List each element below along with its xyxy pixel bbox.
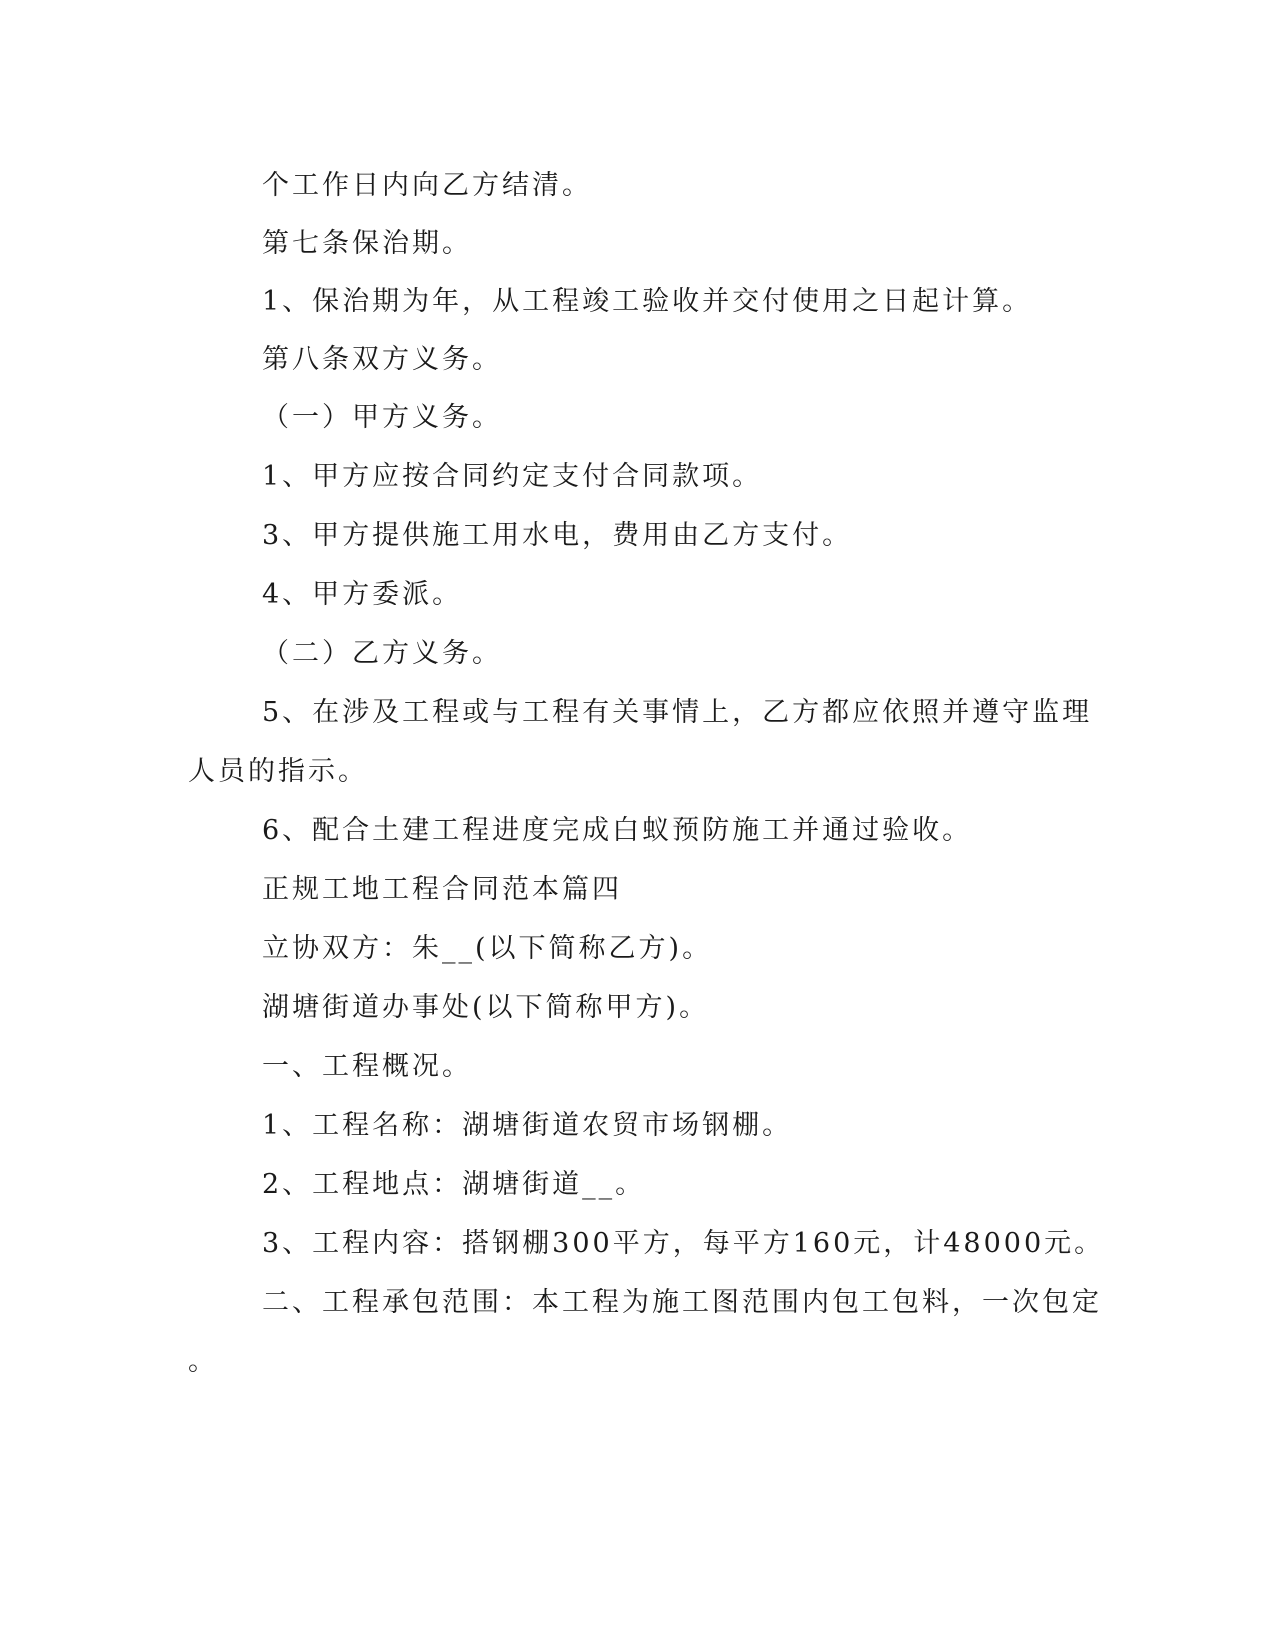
text-line-10: 5、在涉及工程或与工程有关事情上，乙方都应依照并遵守监理	[262, 697, 1093, 728]
text-line-20: 二、工程承包范围：本工程为施工图范围内包工包料，一次包定	[262, 1287, 1102, 1318]
section-heading-project-overview: 一、工程概况。	[262, 1051, 472, 1082]
section-heading-article-8: 第八条双方义务。	[262, 344, 502, 375]
document-title-part-4: 正规工地工程合同范本篇四	[262, 874, 622, 905]
text-line-3: 1、保治期为年，从工程竣工验收并交付使用之日起计算。	[262, 286, 1033, 317]
text-line-7: 3、甲方提供施工用水电，费用由乙方支付。	[262, 520, 853, 551]
text-line-18: 2、工程地点：湖塘街道__。	[262, 1169, 646, 1200]
text-line-17: 1、工程名称：湖塘街道农贸市场钢棚。	[262, 1110, 793, 1141]
text-line-15: 湖塘街道办事处(以下简称甲方)。	[262, 992, 710, 1023]
text-line-11: 人员的指示。	[188, 756, 368, 787]
text-line-8: 4、甲方委派。	[262, 579, 463, 610]
subsection-heading-party-a: （一）甲方义务。	[262, 402, 502, 433]
section-heading-article-7: 第七条保治期。	[262, 228, 472, 259]
text-line-1: 个工作日内向乙方结清。	[262, 170, 592, 201]
text-line-12: 6、配合土建工程进度完成白蚁预防施工并通过验收。	[262, 815, 973, 846]
subsection-heading-party-b: （二）乙方义务。	[262, 638, 502, 669]
text-line-19: 3、工程内容：搭钢棚300平方，每平方160元，计48000元。	[262, 1228, 1105, 1259]
text-line-21: 。	[188, 1346, 218, 1377]
text-line-14: 立协双方：朱__(以下简称乙方)。	[262, 933, 713, 964]
text-line-6: 1、甲方应按合同约定支付合同款项。	[262, 461, 763, 492]
